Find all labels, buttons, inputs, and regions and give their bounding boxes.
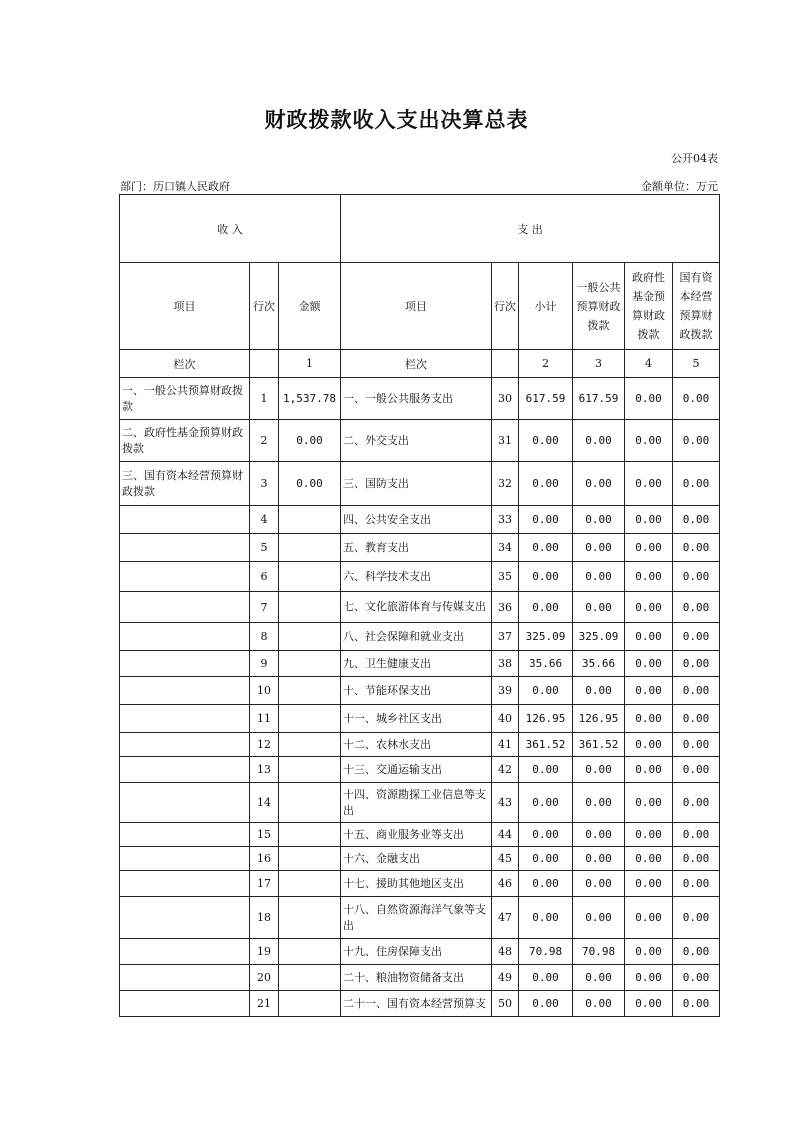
- income-amount: [279, 705, 341, 733]
- income-item: [120, 534, 250, 562]
- expense-item: 五、教育支出: [341, 534, 492, 562]
- table-row: [120, 823, 720, 847]
- expense-row-no: 42: [492, 757, 519, 783]
- income-amount: 1,537.78: [279, 378, 341, 420]
- general-budget-value: 0.00: [573, 847, 625, 871]
- subtotal-value: 0.00: [519, 823, 573, 847]
- income-item: [120, 991, 250, 1017]
- general-budget-value: 361.52: [573, 733, 625, 757]
- income-row-no: 1: [250, 378, 279, 420]
- expense-item: 一、一般公共服务支出: [341, 378, 492, 420]
- table-row: [120, 783, 720, 823]
- table-row: [120, 871, 720, 897]
- income-amount: [279, 534, 341, 562]
- subtotal-header: 小计: [519, 263, 573, 350]
- subtotal-value: 0.00: [519, 965, 573, 991]
- general-budget-value: 0.00: [573, 506, 625, 534]
- expense-row-no: 32: [492, 462, 519, 506]
- expense-row-no: 41: [492, 733, 519, 757]
- income-item: [120, 623, 250, 651]
- income-amount: [279, 677, 341, 705]
- general-budget-value: 617.59: [573, 378, 625, 420]
- col-number-3: 3: [573, 350, 625, 378]
- table-row: [120, 506, 720, 534]
- gov-fund-header: 政府性基金预算财政拨款: [625, 263, 673, 350]
- table-row: [120, 677, 720, 705]
- subtotal-value: 0.00: [519, 462, 573, 506]
- state-capital-value: 0.00: [673, 897, 720, 939]
- income-item: [120, 592, 250, 623]
- state-capital-value: 0.00: [673, 534, 720, 562]
- state-capital-value: 0.00: [673, 420, 720, 462]
- table-row: [120, 847, 720, 871]
- state-capital-value: 0.00: [673, 651, 720, 677]
- expense-item: 十六、金融支出: [341, 847, 492, 871]
- state-capital-value: 0.00: [673, 991, 720, 1017]
- gov-fund-value: 0.00: [625, 871, 673, 897]
- subtotal-value: 617.59: [519, 378, 573, 420]
- subtotal-value: 0.00: [519, 592, 573, 623]
- state-capital-value: 0.00: [673, 623, 720, 651]
- income-item: [120, 897, 250, 939]
- income-row-no: 18: [250, 897, 279, 939]
- expense-row-no: 40: [492, 705, 519, 733]
- expense-item: 二十、粮油物资储备支出: [341, 965, 492, 991]
- state-capital-value: 0.00: [673, 965, 720, 991]
- general-budget-value: 0.00: [573, 965, 625, 991]
- income-row-no: 20: [250, 965, 279, 991]
- income-amount: [279, 965, 341, 991]
- income-row-no: 7: [250, 592, 279, 623]
- col-empty: [492, 350, 519, 378]
- state-capital-value: 0.00: [673, 562, 720, 592]
- income-row-no: 11: [250, 705, 279, 733]
- income-section-header: 收 入: [120, 195, 341, 263]
- department-label: 部门：历口镇人民政府: [120, 180, 230, 193]
- gov-fund-value: 0.00: [625, 757, 673, 783]
- income-row-no: 2: [250, 420, 279, 462]
- subtotal-value: 0.00: [519, 420, 573, 462]
- table-row: [120, 462, 720, 506]
- income-row-no-header: 行次: [250, 263, 279, 350]
- income-row-no: 16: [250, 847, 279, 871]
- col-label-right: 栏次: [341, 350, 492, 378]
- general-budget-value: 0.00: [573, 462, 625, 506]
- expense-row-no: 49: [492, 965, 519, 991]
- table-row: [120, 991, 720, 1017]
- income-row-no: 15: [250, 823, 279, 847]
- income-item: [120, 783, 250, 823]
- expense-row-no: 37: [492, 623, 519, 651]
- gov-fund-value: 0.00: [625, 783, 673, 823]
- income-amount: [279, 506, 341, 534]
- table-row: [120, 965, 720, 991]
- expense-item: 七、文化旅游体育与传媒支出: [341, 592, 492, 623]
- expense-row-no: 34: [492, 534, 519, 562]
- col-number-2: 2: [519, 350, 573, 378]
- expense-item: 十、节能环保支出: [341, 677, 492, 705]
- gov-fund-value: 0.00: [625, 592, 673, 623]
- income-amount: [279, 562, 341, 592]
- subtotal-value: 0.00: [519, 783, 573, 823]
- general-budget-value: 0.00: [573, 991, 625, 1017]
- income-item: [120, 733, 250, 757]
- general-budget-value: 0.00: [573, 897, 625, 939]
- expense-row-no: 50: [492, 991, 519, 1017]
- general-budget-value: 35.66: [573, 651, 625, 677]
- income-item: [120, 823, 250, 847]
- state-capital-value: 0.00: [673, 677, 720, 705]
- income-amount: 0.00: [279, 420, 341, 462]
- income-amount: 0.00: [279, 462, 341, 506]
- expense-row-no: 47: [492, 897, 519, 939]
- state-capital-value: 0.00: [673, 823, 720, 847]
- expense-row-no: 33: [492, 506, 519, 534]
- table-row: [120, 534, 720, 562]
- expense-row-no: 36: [492, 592, 519, 623]
- income-amount: [279, 823, 341, 847]
- expense-item: 二十一、国有资本经营预算支: [341, 991, 492, 1017]
- subtotal-value: 0.00: [519, 847, 573, 871]
- income-item: [120, 757, 250, 783]
- general-budget-value: 0.00: [573, 562, 625, 592]
- expense-item: 十四、资源勘探工业信息等支出: [341, 783, 492, 823]
- general-budget-value: 70.98: [573, 939, 625, 965]
- income-item: [120, 677, 250, 705]
- section-header-row: [120, 195, 720, 263]
- income-item: [120, 965, 250, 991]
- table-row: [120, 592, 720, 623]
- income-item: [120, 562, 250, 592]
- state-capital-value: 0.00: [673, 705, 720, 733]
- income-item: [120, 847, 250, 871]
- table-row: [120, 378, 720, 420]
- subtotal-value: 0.00: [519, 534, 573, 562]
- state-capital-value: 0.00: [673, 757, 720, 783]
- gov-fund-value: 0.00: [625, 623, 673, 651]
- general-budget-value: 325.09: [573, 623, 625, 651]
- expense-item-header: 项目: [341, 263, 492, 350]
- state-capital-value: 0.00: [673, 733, 720, 757]
- general-budget-value: 0.00: [573, 534, 625, 562]
- general-budget-value: 0.00: [573, 420, 625, 462]
- income-row-no: 8: [250, 623, 279, 651]
- income-amount: [279, 783, 341, 823]
- income-row-no: 9: [250, 651, 279, 677]
- subtotal-value: 0.00: [519, 757, 573, 783]
- expense-row-no: 44: [492, 823, 519, 847]
- table-row: [120, 757, 720, 783]
- income-row-no: 4: [250, 506, 279, 534]
- gov-fund-value: 0.00: [625, 847, 673, 871]
- income-amount: [279, 623, 341, 651]
- income-amount: [279, 939, 341, 965]
- subtotal-value: 325.09: [519, 623, 573, 651]
- expense-item: 十一、城乡社区支出: [341, 705, 492, 733]
- expense-row-no: 43: [492, 783, 519, 823]
- income-item: 一、一般公共预算财政拨款: [120, 378, 250, 420]
- expense-item: 二、外交支出: [341, 420, 492, 462]
- expense-section-header: 支 出: [341, 195, 720, 263]
- expense-item: 十三、交通运输支出: [341, 757, 492, 783]
- income-item: [120, 939, 250, 965]
- page-title: 财政拨款收入支出决算总表: [264, 107, 529, 132]
- table-row: [120, 562, 720, 592]
- col-label-left: 栏次: [120, 350, 250, 378]
- col-number-5: 5: [673, 350, 720, 378]
- state-capital-header: 国有资本经营预算财政拨款: [673, 263, 720, 350]
- table-row: [120, 651, 720, 677]
- subtotal-value: 70.98: [519, 939, 573, 965]
- income-item: [120, 705, 250, 733]
- general-budget-value: 0.00: [573, 757, 625, 783]
- gov-fund-value: 0.00: [625, 939, 673, 965]
- subtotal-value: 0.00: [519, 506, 573, 534]
- income-amount: [279, 592, 341, 623]
- state-capital-value: 0.00: [673, 939, 720, 965]
- income-row-no: 17: [250, 871, 279, 897]
- table-row: [120, 897, 720, 939]
- gov-fund-value: 0.00: [625, 651, 673, 677]
- income-amount: [279, 991, 341, 1017]
- expense-row-no: 30: [492, 378, 519, 420]
- general-budget-value: 0.00: [573, 871, 625, 897]
- income-amount: [279, 847, 341, 871]
- income-row-no: 14: [250, 783, 279, 823]
- column-header-row: [120, 263, 720, 350]
- expense-row-no: 45: [492, 847, 519, 871]
- unit-label: 金额单位：万元: [641, 180, 718, 193]
- col-number-4: 4: [625, 350, 673, 378]
- income-amount: [279, 757, 341, 783]
- subtotal-value: 361.52: [519, 733, 573, 757]
- income-amount-header: 金额: [279, 263, 341, 350]
- state-capital-value: 0.00: [673, 378, 720, 420]
- expense-row-no: 35: [492, 562, 519, 592]
- gov-fund-value: 0.00: [625, 823, 673, 847]
- expense-item: 四、公共安全支出: [341, 506, 492, 534]
- expense-item: 十九、住房保障支出: [341, 939, 492, 965]
- income-row-no: 12: [250, 733, 279, 757]
- col-number-1: 1: [279, 350, 341, 378]
- expense-item: 八、社会保障和就业支出: [341, 623, 492, 651]
- table-row: [120, 623, 720, 651]
- expense-row-no: 48: [492, 939, 519, 965]
- gov-fund-value: 0.00: [625, 378, 673, 420]
- subtotal-value: 0.00: [519, 871, 573, 897]
- expense-row-no: 39: [492, 677, 519, 705]
- state-capital-value: 0.00: [673, 783, 720, 823]
- income-item-header: 项目: [120, 263, 250, 350]
- general-budget-value: 126.95: [573, 705, 625, 733]
- income-amount: [279, 733, 341, 757]
- income-amount: [279, 897, 341, 939]
- state-capital-value: 0.00: [673, 871, 720, 897]
- expense-row-no: 31: [492, 420, 519, 462]
- income-row-no: 6: [250, 562, 279, 592]
- expense-item: 九、卫生健康支出: [341, 651, 492, 677]
- table-row: [120, 705, 720, 733]
- expense-item: 三、国防支出: [341, 462, 492, 506]
- state-capital-value: 0.00: [673, 506, 720, 534]
- subtotal-value: 0.00: [519, 562, 573, 592]
- expense-item: 十七、援助其他地区支出: [341, 871, 492, 897]
- gov-fund-value: 0.00: [625, 705, 673, 733]
- general-budget-value: 0.00: [573, 783, 625, 823]
- form-number: 公开04表: [671, 152, 718, 165]
- income-row-no: 19: [250, 939, 279, 965]
- column-number-row: [120, 350, 720, 378]
- gov-fund-value: 0.00: [625, 897, 673, 939]
- gov-fund-value: 0.00: [625, 991, 673, 1017]
- state-capital-value: 0.00: [673, 847, 720, 871]
- subtotal-value: 126.95: [519, 705, 573, 733]
- table-row: [120, 939, 720, 965]
- income-row-no: 5: [250, 534, 279, 562]
- gov-fund-value: 0.00: [625, 965, 673, 991]
- expense-item: 十八、自然资源海洋气象等支出: [341, 897, 492, 939]
- income-item: [120, 871, 250, 897]
- income-amount: [279, 651, 341, 677]
- income-row-no: 10: [250, 677, 279, 705]
- gov-fund-value: 0.00: [625, 562, 673, 592]
- gov-fund-value: 0.00: [625, 506, 673, 534]
- gov-fund-value: 0.00: [625, 534, 673, 562]
- subtotal-value: 35.66: [519, 651, 573, 677]
- expense-row-no: 46: [492, 871, 519, 897]
- general-budget-value: 0.00: [573, 823, 625, 847]
- gov-fund-value: 0.00: [625, 462, 673, 506]
- general-budget-value: 0.00: [573, 592, 625, 623]
- expense-item: 十五、商业服务业等支出: [341, 823, 492, 847]
- state-capital-value: 0.00: [673, 592, 720, 623]
- subtotal-value: 0.00: [519, 677, 573, 705]
- col-empty: [250, 350, 279, 378]
- income-row-no: 3: [250, 462, 279, 506]
- expense-item: 十二、农林水支出: [341, 733, 492, 757]
- expense-row-no-header: 行次: [492, 263, 519, 350]
- gov-fund-value: 0.00: [625, 733, 673, 757]
- table-row: [120, 733, 720, 757]
- gov-fund-value: 0.00: [625, 420, 673, 462]
- budget-table: [119, 194, 720, 1017]
- income-row-no: 13: [250, 757, 279, 783]
- income-item: 三、国有资本经营预算财政拨款: [120, 462, 250, 506]
- income-item: 二、政府性基金预算财政拨款: [120, 420, 250, 462]
- income-amount: [279, 871, 341, 897]
- expense-item: 六、科学技术支出: [341, 562, 492, 592]
- subtotal-value: 0.00: [519, 991, 573, 1017]
- subtotal-value: 0.00: [519, 897, 573, 939]
- state-capital-value: 0.00: [673, 462, 720, 506]
- gov-fund-value: 0.00: [625, 677, 673, 705]
- general-budget-value: 0.00: [573, 677, 625, 705]
- income-row-no: 21: [250, 991, 279, 1017]
- general-budget-header: 一般公共预算财政拨款: [573, 263, 625, 350]
- income-item: [120, 651, 250, 677]
- income-item: [120, 506, 250, 534]
- table-row: [120, 420, 720, 462]
- expense-row-no: 38: [492, 651, 519, 677]
